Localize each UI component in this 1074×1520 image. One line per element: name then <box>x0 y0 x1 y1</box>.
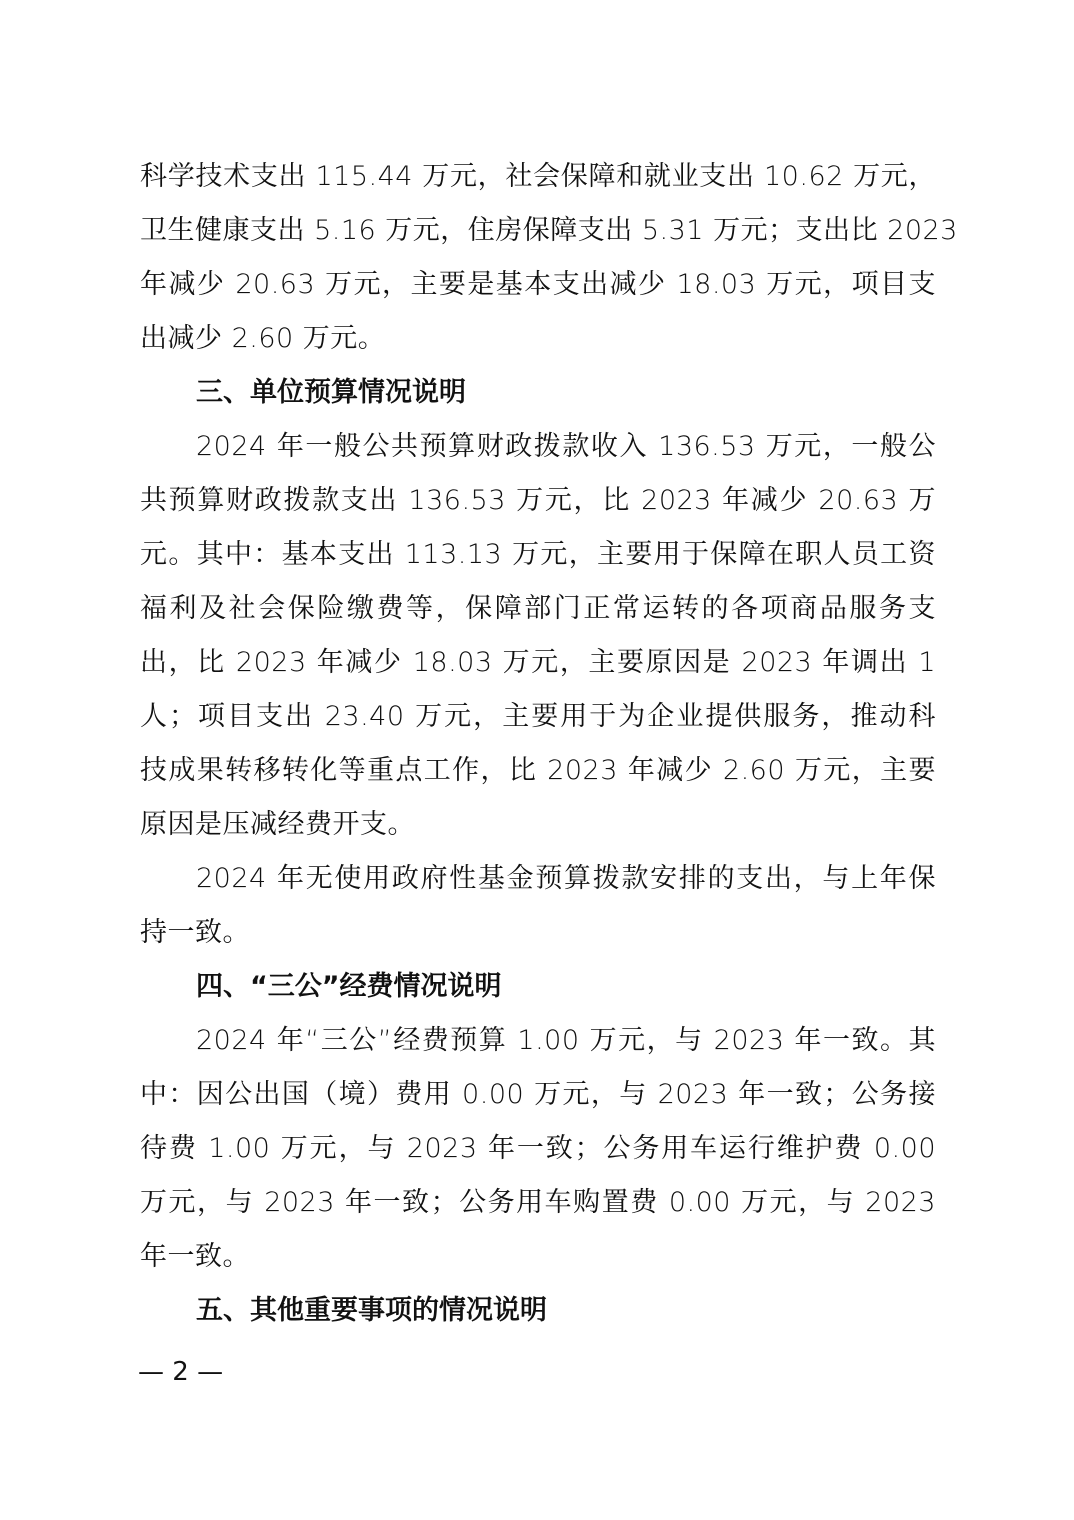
section-heading-unit-budget: 三、单位预算情况说明 <box>196 377 466 408</box>
text-line: 人；项目支出 23.40 万元，主要用于为企业提供服务，推动科 <box>140 701 936 732</box>
text-line: 卫生健康支出 5.16 万元，住房保障支出 5.31 万元；支出比 2023 <box>140 215 958 246</box>
text-line: 年一致。 <box>140 1241 250 1272</box>
section-heading-three-public-expenses: 四、“三公”经费情况说明 <box>196 971 502 1002</box>
text-line: 出减少 2.60 万元。 <box>140 323 386 354</box>
text-line: 技成果转移转化等重点工作，比 2023 年减少 2.60 万元，主要 <box>140 755 936 786</box>
text-line: 2024 年“三公”经费预算 1.00 万元，与 2023 年一致。其 <box>196 1025 936 1056</box>
text-line: 持一致。 <box>140 917 250 948</box>
text-line: 2024 年一般公共预算财政拨款收入 136.53 万元，一般公 <box>196 431 936 462</box>
text-line: 2024 年无使用政府性基金预算拨款安排的支出，与上年保 <box>196 863 936 894</box>
paragraph-three-public-expenses <box>140 1014 936 1284</box>
text-line: 中：因公出国（境）费用 0.00 万元，与 2023 年一致；公务接 <box>140 1079 936 1110</box>
text-line: 原因是压减经费开支。 <box>140 809 415 840</box>
page-number: — 2 — <box>138 1357 224 1387</box>
document-page <box>140 150 958 1338</box>
section-heading-other-matters: 五、其他重要事项的情况说明 <box>196 1295 547 1326</box>
text-line: 科学技术支出 115.44 万元，社会保障和就业支出 10.62 万元， <box>140 161 936 192</box>
text-line: 年减少 20.63 万元，主要是基本支出减少 18.03 万元，项目支 <box>140 269 936 300</box>
paragraph-general-budget <box>140 420 936 852</box>
text-line: 元。其中：基本支出 113.13 万元，主要用于保障在职人员工资 <box>140 539 936 570</box>
text-line: 出，比 2023 年减少 18.03 万元，主要原因是 2023 年调出 1 <box>140 647 936 678</box>
text-line: 共预算财政拨款支出 136.53 万元，比 2023 年减少 20.63 万 <box>140 485 936 516</box>
text-line: 万元，与 2023 年一致；公务用车购置费 0.00 万元，与 2023 <box>140 1187 936 1218</box>
text-line: 待费 1.00 万元，与 2023 年一致；公务用车运行维护费 0.00 <box>140 1133 936 1164</box>
paragraph-expenditure-breakdown <box>140 150 958 366</box>
text-line: 福利及社会保险缴费等，保障部门正常运转的各项商品服务支 <box>140 593 936 624</box>
paragraph-government-fund <box>140 852 936 960</box>
